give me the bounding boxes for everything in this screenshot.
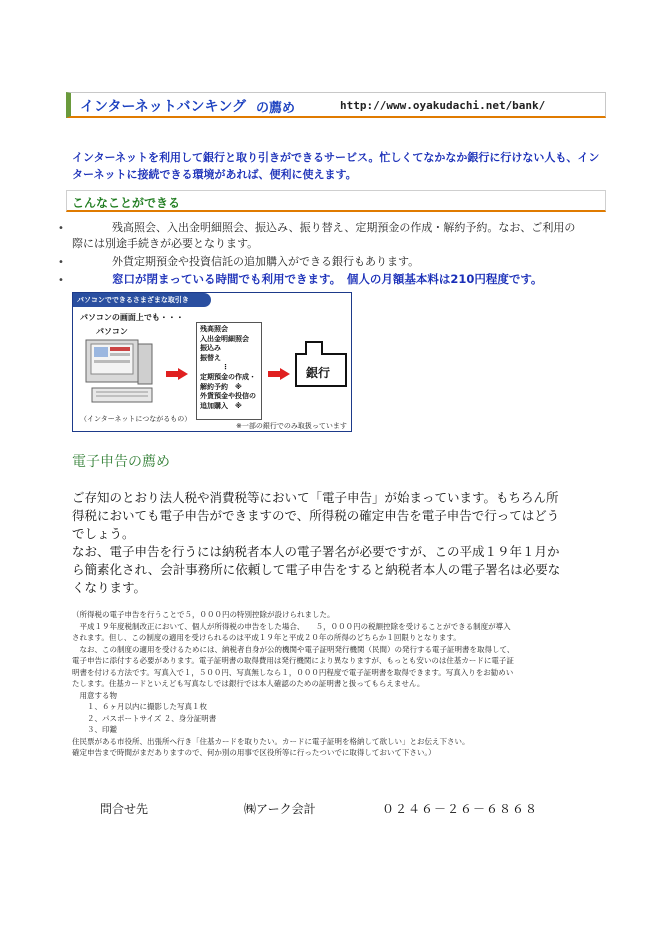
bullet-icon: • — [58, 275, 64, 286]
etax-notes — [72, 609, 604, 759]
bullet-item-1-cont — [72, 236, 602, 251]
intro-line-2: ターネットに接続できる環境があれば、便利に使えます。 — [72, 168, 357, 181]
menu-item: 外貨預金や投信の — [200, 392, 256, 401]
paragraph-line: ご存知のとおり法人税や消費税等において「電子申告」が始まっています。もちろん所 — [72, 490, 559, 505]
bullet-item-2: 外貨定期預金や投資信託の追加購入ができる銀行もあります。 — [112, 255, 420, 268]
bullet-item-3: 窓口が閉まっている時間でも利用できます。 個人の月額基本料は210円程度です。 — [112, 272, 543, 286]
note-line: なお、この制度の適用を受けるためには、納税者自身が公的機関や電子証明発行機関（民間）の発行する電子証明書を取得して、 — [72, 644, 515, 654]
page-title: インターネットバンキング — [80, 99, 247, 115]
diagram-screen-caption: パソコンの画面上でも・・・ — [80, 313, 184, 322]
menu-item: 定期預金の作成・ — [200, 372, 256, 381]
arrow-right-icon — [166, 368, 188, 380]
paragraph-line: ら簡素化され、会計事務所に依頼して電子申告をすると納税者本人の電子署名は必要な — [72, 562, 561, 577]
paragraph-line: なお、電子申告を行うには納税者本人の電子署名が必要ですが、この平成１９年１月か — [72, 544, 560, 559]
bullet-icon: • — [58, 257, 64, 268]
bullet-item-1 — [112, 220, 602, 235]
menu-item: 解約予約 ※ — [200, 382, 242, 391]
menu-item: 残高照会 — [200, 325, 228, 333]
note-line: ３、印鑑 — [72, 725, 117, 734]
note-line: 用意する物 — [72, 690, 117, 700]
etax-paragraph-1 — [72, 489, 604, 543]
transaction-menu-list — [200, 325, 256, 411]
intro-text — [72, 149, 602, 183]
diagram-heading: パソコンでできるさまざまな取引き — [73, 293, 211, 307]
company-name: ㈱アーク会計 — [244, 802, 316, 816]
arrow-right-icon — [268, 368, 290, 380]
paragraph-line: くなります。 — [72, 580, 147, 595]
section-heading: こんなことができる — [72, 196, 181, 210]
bank-label: 銀行 — [306, 366, 331, 380]
diagram-pc-caption: （インターネットにつながるもの） — [80, 415, 192, 423]
intro-line-1: インターネットを利用して銀行と取り引きができるサービス。忙しくてなかなか銀行に行けない人も、イン — [72, 151, 600, 164]
page-subtitle: の薦め — [256, 101, 296, 116]
paragraph-line: 得税においても電子申告ができますので、所得税の確定申告を電子申告で行ってはどう — [72, 508, 560, 523]
etax-heading: 電子申告の薦め — [72, 454, 170, 470]
menu-item: 振替え — [200, 353, 221, 362]
note-line: ２、パスポートサイズ ２、身分証明書 — [72, 713, 217, 723]
note-line: 確定申告まで時間がまだありますので、何か別の用事で区役所等に行ったついでに取得しておいて下さい。） — [72, 748, 436, 757]
menu-ellipsis: ⋮ — [222, 363, 229, 372]
note-line: されます。但し、この制度の適用を受けられるのは平成１９年と平成２０年の所得のどちらか１回限りとなります。 — [72, 633, 461, 642]
etax-paragraph-2 — [72, 543, 604, 597]
bullet-icon: • — [58, 223, 64, 234]
bullet-1-line-2: 際には別途手続きが必要となります。 — [72, 237, 259, 250]
note-line: 住民票がある市役所、出張所へ行き「住基カードを取りたい。カードに電子証明を格納して欲しい」とお伝え下さい。 — [72, 736, 470, 746]
diagram-pc-label: パソコン — [96, 327, 128, 336]
bullet-1-line-1: 残高照会、入出金明細照会、振込み、振り替え、定期預金の作成・解約予約。なお、ご利用の — [112, 221, 576, 234]
note-line: 電子申告に添付する必要があります。電子証明書の取得費用は発行機関により異なりますが、もっとも安いのは住基カードに電子証 — [72, 656, 514, 665]
menu-item: 振込み — [200, 344, 221, 353]
paragraph-line: でしょう。 — [72, 526, 135, 541]
contact-label: 問合せ先 — [100, 802, 149, 816]
menu-item: 追加購入 ※ — [200, 401, 242, 410]
diagram-note: ※一部の銀行でのみ取扱っています — [236, 422, 347, 430]
computer-icon — [78, 338, 164, 416]
note-line: たします。住基カードといえども写真なしでは銀行では本人確認のための証明書と扱ってもらえません。 — [72, 679, 425, 688]
note-line: 平成１９年度税制改正において、個人が所得税の申告をした場合、 ５，０００円の税額控除を受けることができる制度が導入 — [72, 621, 511, 631]
menu-item: 入出金明細照会 — [200, 334, 249, 343]
note-line: （所得税の電子申告を行うことで５，０００円の特別控除が設けられました。 — [72, 610, 335, 619]
note-line: １、６ヶ月以内に撮影した写真１枚 — [72, 702, 207, 711]
page-url[interactable]: http://www.oyakudachi.net/bank/ — [340, 99, 546, 112]
phone-number[interactable]: ０２４６－２６－６８６８ — [382, 802, 539, 816]
note-line: 明書を付ける方法です。写真入で１，５００円、写真無しなら１，０００円程度で電子証明書を取得できます。写真入りをお勧めい — [72, 667, 514, 677]
